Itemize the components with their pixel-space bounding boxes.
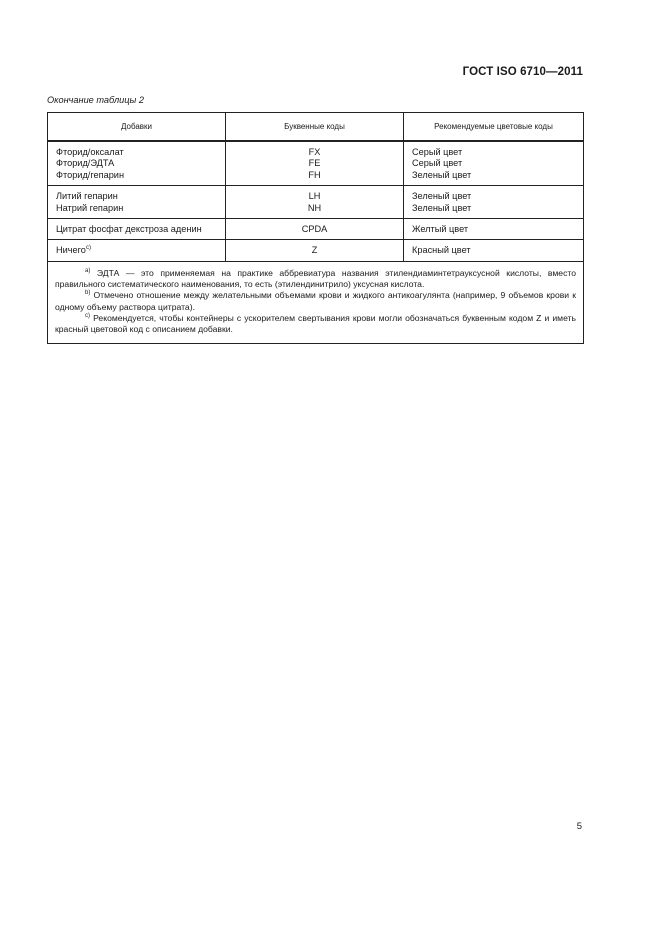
table-header-row xyxy=(48,113,584,142)
letter-code: CPDA xyxy=(301,224,328,235)
codes-cell xyxy=(226,141,404,186)
footnote-mark: b) xyxy=(85,290,91,297)
codes-cell xyxy=(226,219,404,240)
additives-cell xyxy=(48,219,226,240)
color-code: Зеленый цвет xyxy=(412,169,472,180)
additives-cell xyxy=(48,240,226,261)
color-code: Желтый цвет xyxy=(412,224,469,235)
footnote-reference: c) xyxy=(85,245,91,252)
additive-name: Фторид/гепарин xyxy=(56,169,125,180)
footnote-text: Рекомендуется, чтобы контейнеры с ускорителем свертывания крови могли обозначаться буквенным кодом Z и иметь красный цветовой код с описанием добавки. xyxy=(55,313,576,335)
additive-name: Литий гепарин xyxy=(56,191,118,202)
table-row xyxy=(48,240,584,261)
additive-name: Фторид/ЭДТА xyxy=(56,158,115,169)
letter-code: FH xyxy=(308,169,321,180)
color-code: Серый цвет xyxy=(412,158,463,169)
additive-name: Ничего xyxy=(56,245,86,256)
additive-name: Цитрат фосфат декстроза аденин xyxy=(56,224,202,235)
codes-cell xyxy=(226,186,404,219)
letter-code: Z xyxy=(311,245,318,256)
footnote-mark: c) xyxy=(85,313,90,320)
footnote-mark: a) xyxy=(85,267,91,274)
footnote xyxy=(55,290,576,313)
table-row xyxy=(48,219,584,240)
table-row xyxy=(48,141,584,186)
color-code: Зеленый цвет xyxy=(412,202,472,213)
page-number: 5 xyxy=(576,821,582,832)
color-code: Серый цвет xyxy=(412,147,463,157)
footnote xyxy=(55,313,576,336)
table-row xyxy=(48,186,584,219)
color-code: Красный цвет xyxy=(412,245,471,256)
column-header-color-codes: Рекомендуемые цветовые коды xyxy=(404,113,584,142)
footnote-text: ЭДТА — это применяемая на практике аббревиатура названия этилендиаминтетрауксусной кислоты, вместо правильного систематического наименования, то есть (этилендинитрило) уксусная кислота. xyxy=(55,267,576,290)
additives-table xyxy=(47,112,584,344)
colors-cell xyxy=(404,141,584,186)
footnotes-row xyxy=(48,261,584,343)
letter-code: FE xyxy=(308,158,321,169)
color-code: Зеленый цвет xyxy=(412,191,472,202)
footnotes-cell xyxy=(48,261,584,343)
document-standard-header: ГОСТ ISO 6710—2011 xyxy=(462,66,583,78)
letter-code: LH xyxy=(308,191,321,202)
additives-cell xyxy=(48,141,226,186)
colors-cell xyxy=(404,219,584,240)
additives-cell xyxy=(48,186,226,219)
table-caption: Окончание таблицы 2 xyxy=(47,95,144,105)
additives-table-container xyxy=(47,112,583,344)
column-header-additives: Добавки xyxy=(48,113,226,142)
letter-code: FX xyxy=(308,147,321,157)
letter-code: NH xyxy=(307,202,322,213)
footnote-text: Отмечено отношение между желательными объемами крови и жидкого антикоагулянта (например, 9 объемов крови к одному объему раствора цитрата). xyxy=(55,290,577,312)
codes-cell xyxy=(226,240,404,261)
colors-cell xyxy=(404,186,584,219)
colors-cell xyxy=(404,240,584,261)
additive-name: Фторид/оксалат xyxy=(56,147,124,157)
additive-name: Натрий гепарин xyxy=(56,202,124,213)
column-header-letter-codes: Буквенные коды xyxy=(226,113,404,142)
footnote xyxy=(55,268,576,291)
